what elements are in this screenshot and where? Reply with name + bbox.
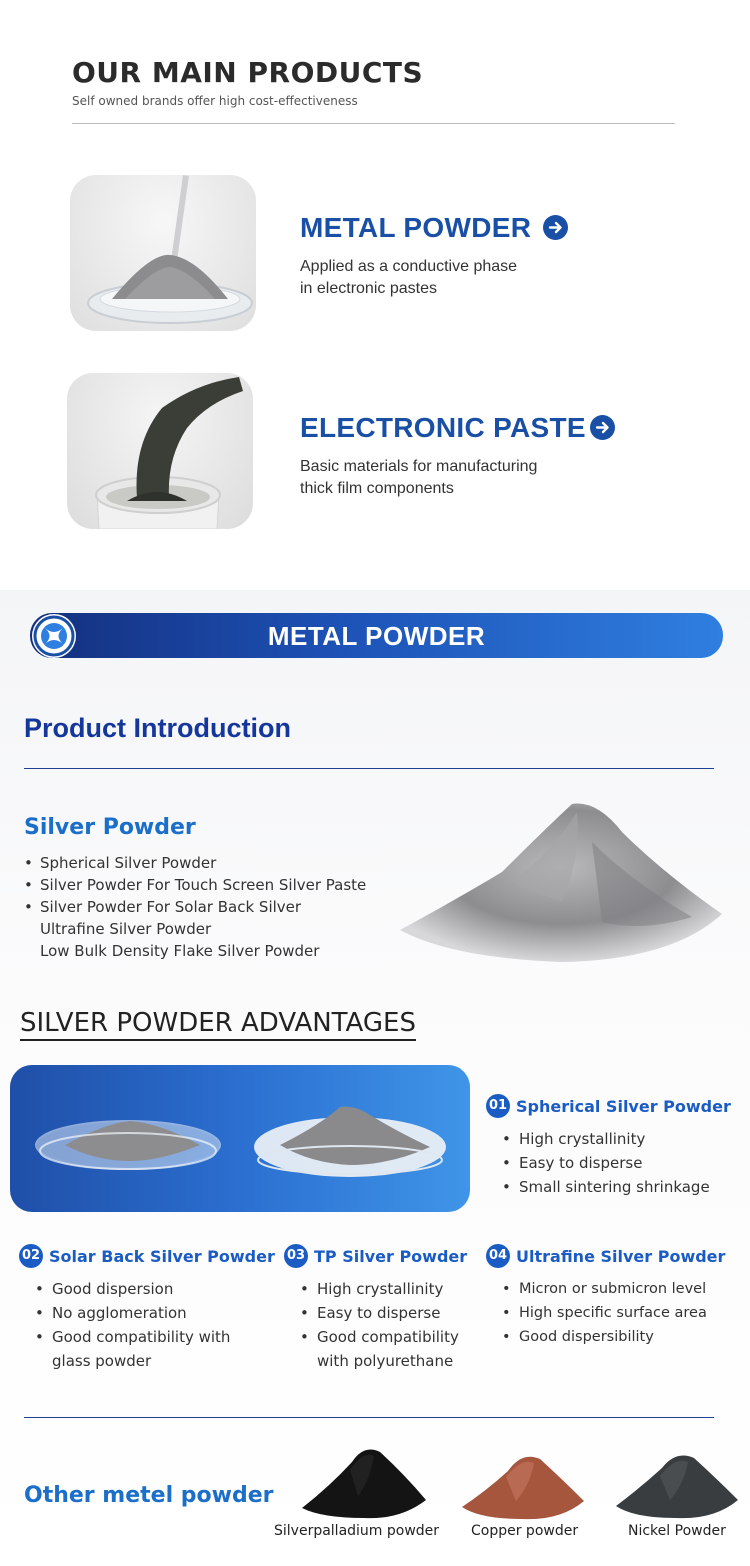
advantage-title: TP Silver Powder — [314, 1246, 468, 1266]
other-metal-powder-heading: Other metel powder — [24, 1483, 274, 1508]
number-badge: 03 — [284, 1244, 308, 1268]
advantage-title: Spherical Silver Powder — [516, 1096, 731, 1116]
list-item: • Silver Powder For Solar Back Silver — [24, 896, 366, 918]
advantage-block-01 — [486, 1094, 731, 1199]
divider — [24, 1417, 714, 1418]
number-badge: 02 — [19, 1244, 43, 1268]
advantages-image-panel — [10, 1065, 470, 1212]
list-item: Low Bulk Density Flake Silver Powder — [40, 942, 320, 960]
list-item: • Small sintering shrinkage — [502, 1175, 731, 1199]
product-introduction-heading: Product Introduction — [24, 713, 291, 743]
arrow-right-icon[interactable] — [543, 215, 568, 240]
list-item: • Silver Powder For Touch Screen Silver Paste — [24, 874, 366, 896]
banner-title: METAL POWDER — [267, 621, 486, 651]
list-item: • Good dispersion — [35, 1277, 275, 1301]
silverpalladium-powder-image — [300, 1440, 428, 1520]
list-item: • Easy to disperse — [300, 1301, 467, 1325]
list-item: • High crystallinity — [300, 1277, 467, 1301]
number-badge: 04 — [486, 1244, 510, 1268]
list-item: • High specific surface area — [502, 1301, 725, 1325]
divider — [24, 768, 714, 769]
silver-powder-pile-image — [392, 792, 732, 972]
powder-label: Silverpalladium powder — [274, 1523, 440, 1539]
brand-logo-icon — [32, 614, 76, 658]
product-description: Applied as a conductive phase in electronic pastes — [300, 258, 518, 297]
list-item: • Easy to disperse — [502, 1151, 731, 1175]
advantage-title: Ultrafine Silver Powder — [516, 1246, 726, 1266]
list-item: • Spherical Silver Powder — [24, 852, 366, 874]
section-title: OUR MAIN PRODUCTS — [72, 56, 424, 89]
list-item: • No agglomeration — [35, 1301, 275, 1325]
arrow-right-icon[interactable] — [590, 415, 615, 440]
silver-powder-heading: Silver Powder — [24, 815, 196, 840]
list-item: with polyurethane — [317, 1352, 454, 1370]
section-subtitle: Self owned brands offer high cost-effectiveness — [72, 94, 358, 108]
advantages-heading: SILVER POWDER ADVANTAGES — [20, 1008, 416, 1041]
section-banner — [30, 613, 723, 658]
list-item: • Good dispersibility — [502, 1325, 725, 1349]
list-item: Ultrafine Silver Powder — [40, 920, 212, 938]
advantage-block-04 — [486, 1244, 725, 1349]
advantage-title: Solar Back Silver Powder — [49, 1246, 275, 1266]
copper-powder-image — [460, 1443, 586, 1521]
number-badge: 01 — [486, 1094, 510, 1118]
divider — [72, 123, 675, 124]
list-item: • Good compatibility with — [35, 1325, 275, 1349]
list-item: glass powder — [52, 1352, 152, 1370]
advantage-block-02 — [19, 1244, 275, 1373]
product-description: Basic materials for manufacturing thick film components — [300, 458, 538, 497]
metal-powder-image — [70, 175, 256, 331]
electronic-paste-image — [67, 373, 253, 529]
product-title-electronic-paste[interactable]: ELECTRONIC PASTE — [300, 412, 586, 443]
nickel-powder-image — [614, 1442, 740, 1520]
advantage-block-03 — [284, 1244, 467, 1373]
powder-label: Nickel Powder — [628, 1523, 726, 1539]
silver-powder-list — [24, 852, 366, 962]
list-item: • Micron or submicron level — [502, 1277, 725, 1301]
list-item: • Good compatibility — [300, 1325, 467, 1349]
powder-label: Copper powder — [471, 1523, 579, 1539]
main-products-section — [0, 0, 750, 590]
product-title-metal-powder[interactable]: METAL POWDER — [300, 212, 532, 243]
list-item: • High crystallinity — [502, 1127, 731, 1151]
